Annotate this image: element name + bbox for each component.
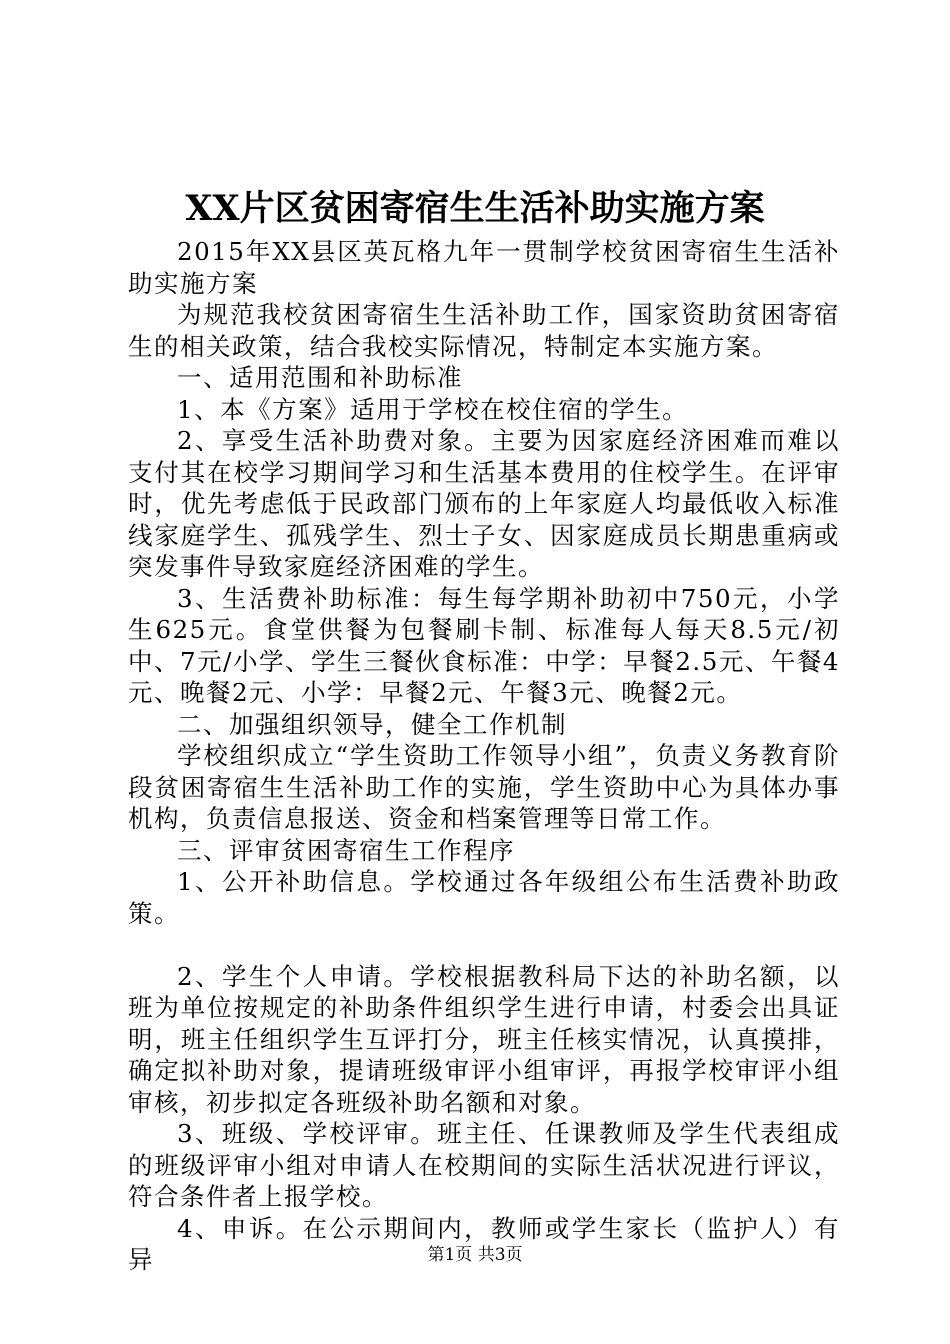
paragraph-step-2: 2、学生个人申请。学校根据教科局下达的补助名额，以班为单位按规定的补助条件组织学生进行申请，村委会出具证明，班主任组织学生互评打分，班主任核实情况，认真摸排，确定拟补助对象，提请班级审评小组审评，再报学校审评小组审核，初步拟定各班级补助名额和对象。 (128, 961, 840, 1117)
section-heading-1: 一、适用范围和补助标准 (177, 363, 463, 392)
section-heading-2: 二、加强组织领导，健全工作机制 (177, 709, 567, 739)
paragraph-step-4: 4、申诉。在公示期间内，教师或学生家长（监护人）有异 (128, 1213, 840, 1274)
paragraph-standard: 3、生活费补助标准：每生每学期补助初中750元，小学生625元。食堂供餐为包餐刷卡制、标准每人每天8.5元/初中、7元/小学、学生三餐伙食标准：中学：早餐2.5元、午餐4元、晚餐2元、小学：早餐2元、午餐3元、晚餐2元。 (128, 583, 840, 707)
paragraph-intro: 2015年XX县区英瓦格九年一贯制学校贫困寄宿生生活补助实施方案 (128, 237, 840, 298)
section-heading-3: 三、评审贫困寄宿生工作程序 (177, 835, 515, 865)
document-title: XX片区贫困寄宿生生活补助实施方案 (185, 188, 765, 229)
paragraph-step-1: 1、公开补助信息。学校通过各年级组公布生活费补助政策。 (128, 867, 840, 928)
paragraph-scope: 1、本《方案》适用于学校在校住宿的学生。 (177, 394, 689, 424)
paragraph-eligibility: 2、享受生活补助费对象。主要为因家庭经济困难而难以支付其在校学习期间学习和生活基本费用的住校学生。在评审时，优先考虑低于民政部门颁布的上年家庭人均最低收入标准线家庭学生、孤残学生、烈士子女、因家庭成员长期患重病或突发事件导致家庭经济困难的学生。 (128, 426, 840, 581)
page-footer: 第1页 共3页 (427, 1245, 523, 1265)
paragraph-organization: 学校组织成立“学生资助工作领导小组”，负责义务教育阶段贫困寄宿生生活补助工作的实施，学生资助中心为具体办事机构，负责信息报送、资金和档案管理等日常工作。 (128, 741, 840, 833)
document-body (128, 236, 840, 1276)
paragraph-step-3: 3、班级、学校评审。班主任、任课教师及学生代表组成的班级评审小组对申请人在校期间的实际生活状况进行评议，符合条件者上报学校。 (128, 1119, 840, 1211)
paragraph-purpose: 为规范我校贫困寄宿生生活补助工作，国家资助贫困寄宿生的相关政策，结合我校实际情况，特制定本实施方案。 (128, 300, 840, 361)
